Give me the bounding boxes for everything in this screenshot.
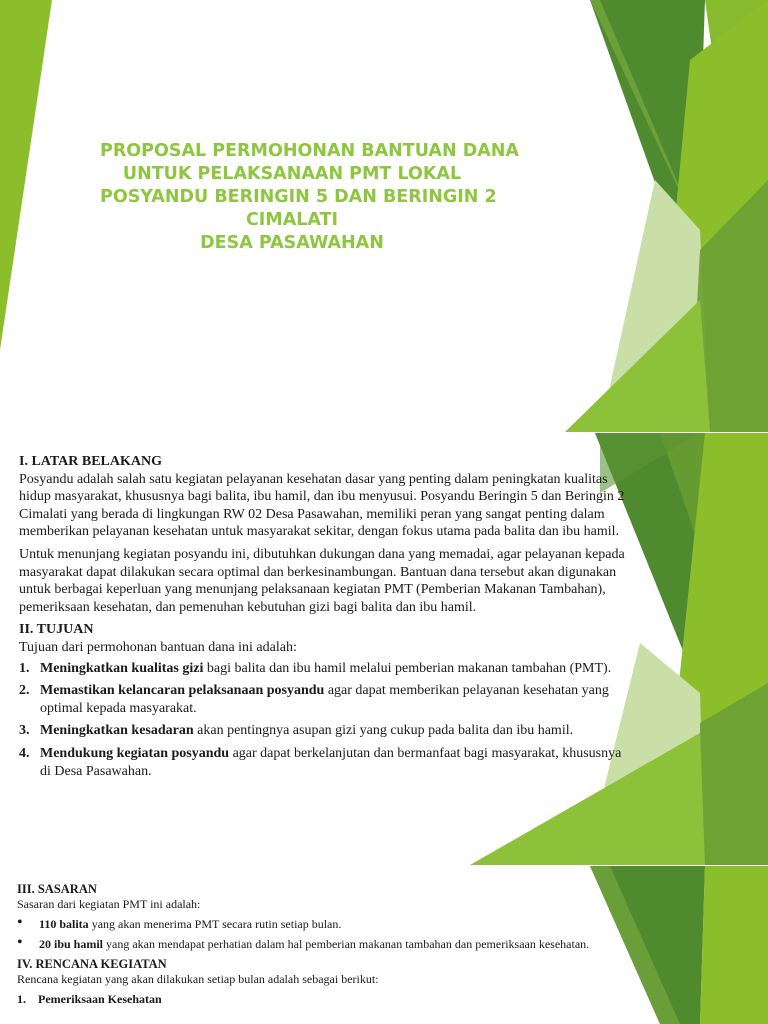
list-item (17, 934, 637, 952)
goal-bold-text: Meningkatkan kesadaran (40, 723, 194, 739)
rencana-intro: Rencana kegiatan yang akan dilakukan setiap bulan adalah sebagai berikut: (17, 972, 379, 986)
goal-bold-text: Memastikan kelancaran pelaksanaan posyandu (40, 683, 325, 699)
section-body (19, 453, 629, 785)
target-text: yang akan menerima PMT secara rutin setiap bulan. (88, 917, 342, 931)
tujuan-intro: Tujuan dari permohonan bantuan dana ini adalah: (19, 639, 297, 655)
title-line: POSYANDU BERINGIN 5 DAN BERINGIN 2 (100, 187, 497, 207)
list-item (19, 745, 629, 780)
latar-belakang-paragraph-1: Posyandu adalah salah satu kegiatan pelayanan kesehatan dasar yang penting dalam peningkatan kualitas hidup masyarakat, khususnya bagi balita, ibu hamil, dan ibu menyusui. Posyandu Beringin 5 dan Beringin 2 Cimalati yang berada di lingkungan RW 02 Desa Pasawahan, memiliki peran yang sangat penting dalam memberikan pelayanan kesehatan untuk masyarakat sekitar, dengan fokus utama pada balita dan ibu hamil. (19, 471, 625, 540)
list-item (19, 682, 629, 717)
rencana-heading: IV. RENCANA KEGIATAN (17, 957, 167, 971)
content-slide-1 (0, 433, 768, 865)
list-item (17, 914, 637, 932)
title-line: CIMALATI (245, 210, 339, 230)
list-number: 1. (19, 660, 30, 676)
latar-belakang-paragraph-2: Untuk menunjang kegiatan posyandu ini, dibutuhkan dukungan dana yang memadai, agar pelayanan kepada masyarakat dapat dilakukan secara optimal dan berkesinambungan. Bantuan dana tersebut akan digunakan untuk berbagai keperluan yang menunjang pelaksanaan kegiatan PMT (Pemberian Makanan Tambahan), pemeriksaan kesehatan, dan pemenuhan kebutuhan gizi bagi balita dan ibu hamil. (19, 546, 625, 615)
goal-text: agar dapat memberikan pelayanan kesehatan yang optimal kepada masyarakat. (40, 683, 609, 716)
goal-text: akan pentingnya asupan gizi yang cukup pada balita dan ibu hamil. (193, 723, 574, 739)
list-number: 4. (19, 745, 30, 761)
target-text: yang akan mendapat perhatian dalam hal pemberian makanan tambahan dan pemeriksaan kesehatan. (103, 937, 590, 951)
targets-list (17, 914, 637, 952)
title-slide (0, 0, 768, 432)
content-slide-2 (0, 866, 768, 1024)
section-body (17, 882, 637, 1007)
target-bold-text: 110 balita (39, 917, 89, 931)
tujuan-heading: II. TUJUAN (19, 622, 94, 638)
list-item (19, 660, 629, 678)
plan-label: Pemeriksaan Kesehatan (38, 992, 162, 1006)
goal-bold-text: Meningkatkan kualitas gizi (40, 660, 204, 676)
latar-belakang-heading: I. LATAR BELAKANG (19, 454, 163, 469)
list-number: 3. (19, 723, 30, 739)
title-line: DESA PASAWAHAN (200, 233, 384, 253)
list-number: 1. (17, 992, 26, 1006)
title-line: PROPOSAL PERMOHONAN BANTUAN DANA (100, 141, 519, 161)
target-bold-text: 20 ibu hamil (39, 937, 104, 951)
sasaran-intro: Sasaran dari kegiatan PMT ini adalah: (17, 897, 201, 911)
goal-bold-text: Mendukung kegiatan posyandu (40, 745, 230, 761)
bullet-icon: • (17, 914, 23, 931)
sasaran-heading: III. SASARAN (17, 882, 97, 896)
plan-list (17, 992, 637, 1007)
bullet-icon: • (17, 934, 23, 951)
goals-list (19, 660, 629, 781)
list-number: 2. (19, 683, 30, 699)
list-item (17, 992, 637, 1007)
goal-text: agar dapat berkelanjutan dan bermanfaat bagi masyarakat, khususnya di Desa Pasawahan. (40, 745, 622, 779)
proposal-title (100, 140, 519, 255)
list-item (19, 722, 629, 740)
goal-text: bagi balita dan ibu hamil melalui pemberian makanan tambahan (PMT). (203, 660, 612, 676)
title-line: UNTUK PELAKSANAAN PMT LOKAL (122, 164, 462, 184)
